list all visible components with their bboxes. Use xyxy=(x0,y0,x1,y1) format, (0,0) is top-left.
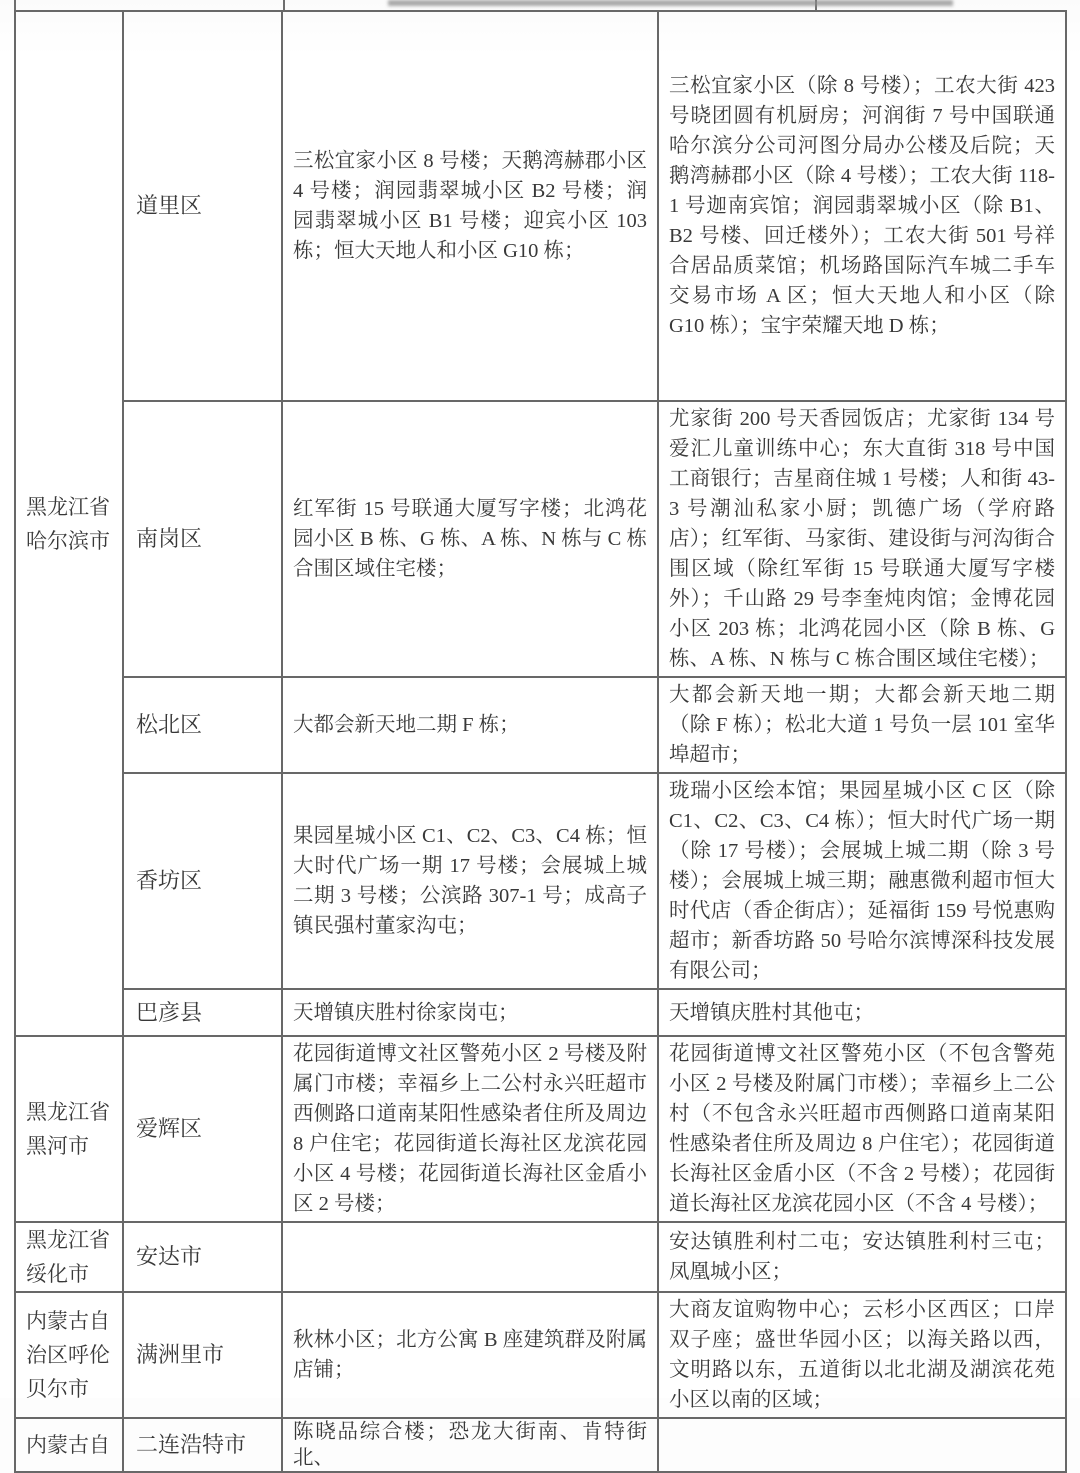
cell-district: 满洲里市 xyxy=(123,1292,282,1418)
table-row xyxy=(15,989,1066,1036)
cell-district: 巴彦县 xyxy=(123,989,282,1036)
cell-district: 香坊区 xyxy=(123,773,282,989)
cell-medium-risk-areas: 大商友谊购物中心；云杉小区西区；口岸双子座；盛世华园小区；以海关路以西，文明路以东，五道街以北北湖及湖滨花苑小区以南的区域； xyxy=(658,1292,1066,1418)
cell-province: 黑龙江省哈尔滨市 xyxy=(15,11,123,1036)
table-row xyxy=(15,1418,1066,1472)
cell-province: 黑龙江省黑河市 xyxy=(15,1036,123,1222)
table-row xyxy=(15,1222,1066,1292)
cell-district: 爱辉区 xyxy=(123,1036,282,1222)
cell-high-risk-areas: 大都会新天地二期 F 栋； xyxy=(282,677,658,773)
cropped-row-gridline xyxy=(14,0,16,10)
cell-district: 南岗区 xyxy=(123,401,282,677)
cell-medium-risk-areas xyxy=(658,1418,1066,1472)
cell-medium-risk-areas: 大都会新天地一期；大都会新天地二期（除 F 栋）；松北大道 1 号负一层 101 室华埠超市； xyxy=(658,677,1066,773)
cell-high-risk-areas: 花园街道博文社区警苑小区 2 号楼及附属门市楼；幸福乡上二公村永兴旺超市西侧路口道南某阳性感染者住所及周边 8 户住宅；花园街道长海社区龙滨花园小区 4 号楼；花园街道长海社区金盾小区 2 号楼； xyxy=(282,1036,658,1222)
cell-province: 黑龙江省绥化市 xyxy=(15,1222,123,1292)
table-row xyxy=(15,401,1066,677)
cell-medium-risk-areas: 三松宜家小区（除 8 号楼）；工农大街 423 号晓团圆有机厨房；河润街 7 号中国联通哈尔滨分公司河图分局办公楼及后院；天鹅湾赫郡小区（除 4 号楼）；工农大街 118-1 号迦南宾馆；润园翡翠城小区（除 B1、B2 号楼、回迁楼外）；工农大街 501 号祥合居品质菜馆；机场路国际汽车城二手车交易市场 A 区；恒大天地人和小区（除 G10 栋）；宝宇荣耀天地 D 栋； xyxy=(658,11,1066,401)
cropped-row-gridline xyxy=(283,0,285,10)
cell-district: 松北区 xyxy=(123,677,282,773)
cell-medium-risk-areas: 安达镇胜利村二屯；安达镇胜利村三屯；凤凰城小区； xyxy=(658,1222,1066,1292)
cell-district: 安达市 xyxy=(123,1222,282,1292)
table-row xyxy=(15,677,1066,773)
risk-area-table xyxy=(14,10,1067,1473)
cell-high-risk-areas xyxy=(282,1222,658,1292)
cell-medium-risk-areas: 天增镇庆胜村其他屯； xyxy=(658,989,1066,1036)
table-row xyxy=(15,773,1066,989)
cell-high-risk-areas: 果园星城小区 C1、C2、C3、C4 栋；恒大时代广场一期 17 号楼；会展城上城二期 3 号楼；公滨路 307-1 号；成高子镇民强村董家沟屯； xyxy=(282,773,658,989)
cell-medium-risk-areas: 花园街道博文社区警苑小区（不包含警苑小区 2 号楼及附属门市楼）；幸福乡上二公村（不包含永兴旺超市西侧路口道南某阳性感染者住所及周边 8 户住宅）；花园街道长海社区金盾小区（不含 2 号楼）；花园街道长海社区龙滨花园小区（不含 4 号楼）； xyxy=(658,1036,1066,1222)
cropped-text-artifact xyxy=(388,0,953,6)
cell-high-risk-areas: 三松宜家小区 8 号楼；天鹅湾赫郡小区 4 号楼；润园翡翠城小区 B2 号楼；润园翡翠城小区 B1 号楼；迎宾小区 103 栋；恒大天地人和小区 G10 栋； xyxy=(282,11,658,401)
cell-high-risk-areas: 红军街 15 号联通大厦写字楼；北鸿花园小区 B 栋、G 栋、A 栋、N 栋与 C 栋合围区域住宅楼； xyxy=(282,401,658,677)
cell-province: 内蒙古自 xyxy=(15,1418,123,1472)
table-row xyxy=(15,1036,1066,1222)
table-row xyxy=(15,11,1066,401)
cell-medium-risk-areas: 珑瑞小区绘本馆；果园星城小区 C 区（除 C1、C2、C3、C4 栋）；恒大时代广场一期（除 17 号楼）；会展城上城二期（除 3 号楼）；会展城上城三期；融惠微利超市恒大时代店（香企街店）；延福街 159 号悦惠购超市；新香坊路 50 号哈尔滨博深科技发展有限公司； xyxy=(658,773,1066,989)
cell-district: 道里区 xyxy=(123,11,282,401)
table-row xyxy=(15,1292,1066,1418)
cell-high-risk-areas: 天增镇庆胜村徐家岗屯； xyxy=(282,989,658,1036)
cell-province: 内蒙古自治区呼伦贝尔市 xyxy=(15,1292,123,1418)
cell-high-risk-areas: 秋林小区；北方公寓 B 座建筑群及附属店铺； xyxy=(282,1292,658,1418)
cell-medium-risk-areas: 尤家街 200 号天香园饭店；尤家街 134 号爱汇儿童训练中心；东大直街 318 号中国工商银行；吉星商住城 1 号楼；人和街 43-3 号潮汕私家小厨；凯德广场（学府路店）；红军街、马家街、建设街与河沟街合围区域（除红军街 15 号联通大厦写字楼外）；千山路 29 号李奎炖肉馆；金博花园小区 203 栋；北鸿花园小区（除 B 栋、G 栋、A 栋、N 栋与 C 栋合围区域住宅楼）； xyxy=(658,401,1066,677)
cell-high-risk-areas: 陈晓品综合楼；恐龙大街南、肯特街北、 xyxy=(282,1418,658,1472)
cell-district: 二连浩特市 xyxy=(123,1418,282,1472)
